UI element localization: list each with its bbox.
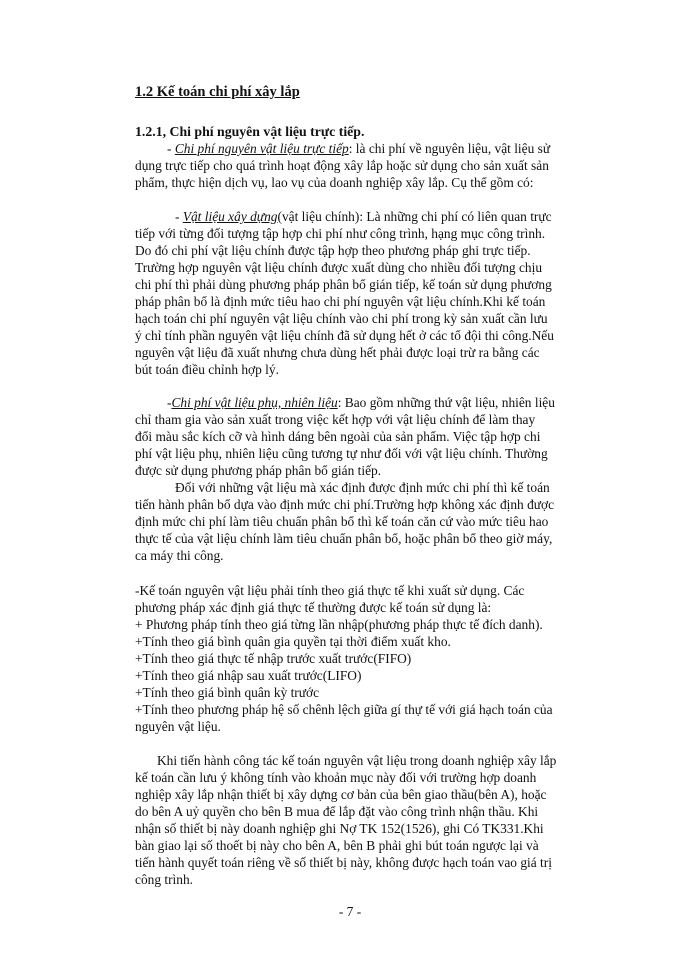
p4-line-4: thực tế của vật liệu chính làm tiêu chuẩn phân bổ, hoặc phân bổ theo giờ máy, (135, 531, 553, 546)
p2-term: Vật liệu xây dựng (182, 209, 278, 224)
p5-line-4: +Tính theo giá bình quân gia quyền tại thời điểm xuất kho. (135, 634, 451, 649)
p5-line-6: +Tính theo giá nhập sau xuất trước(LIFO) (135, 668, 362, 683)
p5-line-9: nguyên vật liệu. (135, 719, 221, 734)
p3-line-1: -Chi phí vật liệu phụ, nhiên liệu: Bao gồm những thứ vật liệu, nhiên liệu (167, 395, 555, 410)
p2-line-1: - Vật liệu xây dựng(vật liệu chính): Là những chi phí có liên quan trực (175, 209, 552, 224)
p2-line-5: chi phí thì phải dùng phương pháp phân bổ gián tiếp, kế toán sử dụng phương (135, 277, 552, 292)
p3-line-2: chỉ tham gia vào sản xuất trong việc kết hợp với vật liệu chính để làm thay (135, 412, 536, 427)
p2-line-6: pháp phân bổ là định mức tiêu hao chi phí nguyên vật liệu chính.Khi kế toán (135, 294, 546, 309)
p5-line-5: +Tính theo giá thực tế nhập trước xuất trước(FIFO) (135, 651, 412, 666)
p2-line-3: Do đó chi phí vật liệu chính được tập hợp theo phương pháp ghi trực tiếp. (135, 243, 531, 258)
p5-line-2: phương pháp xác định giá thực tế thường được kế toán sử dụng là: (135, 600, 492, 615)
p3-line-4: phí vật liệu phụ, nhiên liệu cũng tương tự như đối với vật liệu chính. Thường (135, 446, 548, 461)
p2-line-4: Trường hợp nguyên vật liệu chính được xuất dùng cho nhiều đối tượng chịu (135, 260, 543, 275)
p2-line-2: tiếp với từng đối tượng tập hợp chi phí như công trình, hạng mục công trình. (135, 226, 546, 241)
p5-line-3: + Phương pháp tính theo giá từng lần nhập(phương pháp thực tế đích danh). (135, 617, 543, 632)
p3-line-5: được sử dụng phương pháp phân bổ gián tiếp. (135, 463, 382, 478)
p6-line-3: nghiệp xây lắp nhận thiết bị xây dựng cơ bản của bên giao thầu(bên A), hoặc (135, 787, 547, 802)
p6-line-7: tiến hành quyết toán riêng về số thiết bị này, không được hạch toán vao giá trị (135, 855, 552, 870)
p2-line-8: ý chỉ tính phần nguyên vật liệu chính đã sử dụng hết ở các tổ đội thi công.Nếu (135, 328, 554, 343)
p1-line-1: - Chi phí nguyên vật liệu trực tiếp: là chi phí về nguyên liệu, vật liệu sử (167, 141, 551, 156)
p6-line-2: kế toán cần lưu ý không tính vào khoản mục này đối với trường hợp doanh (135, 770, 537, 785)
p5-line-8: +Tính theo phương pháp hệ số chênh lệch giữa gí thự tế với giá hạch toán của (135, 702, 553, 717)
p6-line-6: bàn giao lại số thoết bị này cho bên A, bên B phải ghi bút toán ngược lại và (135, 838, 539, 853)
p4-line-2: tiến hành phân bổ dựa vào định mức chi phí.Trường hợp không xác định được (135, 497, 555, 512)
p2-line-7: hạch toán chi phí nguyên vật liệu chính vào chi phí trong kỳ sản xuất cần lưu (135, 311, 548, 326)
p6-line-1: Khi tiến hành công tác kế toán nguyên vật liệu trong doanh nghiệp xây lắp (157, 753, 557, 768)
p5-line-7: +Tính theo giá bình quân kỳ trước (135, 685, 320, 700)
p2-line-10: bút toán điều chỉnh hợp lý. (135, 362, 279, 377)
p1-line-3: phẩm, thực hiện dịch vụ, lao vụ của doanh nghiệp xây lắp. Cụ thể gồm có: (135, 175, 534, 190)
p6-line-5: nhận số thiết bị này doanh nghiệp ghi Nợ TK 152(1526), ghi Có TK331.Khi (135, 821, 544, 836)
p3-line-3: đổi màu sắc kích cỡ và hình dáng bên ngoài của sản phẩm. Việc tập hợp chi (135, 429, 541, 444)
p6-line-4: do bên A uỷ quyền cho bên B mua để lắp đặt vào công trình nhận thầu. Khi (135, 804, 539, 819)
p4-line-5: ca máy thi công. (135, 548, 224, 563)
p5-line-1: -Kế toán nguyên vật liệu phải tính theo giá thực tế khi xuất sử dụng. Các (135, 583, 525, 598)
p1-term: Chi phí nguyên vật liệu trực tiếp (174, 141, 349, 156)
p6-line-8: công trình. (135, 872, 194, 887)
subsection-heading: 1.2.1, Chi phí nguyên vật liệu trực tiếp. (135, 124, 365, 139)
p2-line-9: nguyên vật liệu đã xuất nhưng chưa dùng hết phải được loại trừ ra bằng các (135, 345, 540, 360)
p4-line-3: định mức chi phí làm tiêu chuẩn phân bổ thì kế toán căn cứ vào mức tiêu hao (135, 514, 549, 529)
p1-line-2: dụng trực tiếp cho quá trình hoạt động xây lắp hoặc sử dụng cho sản xuất sản (135, 158, 549, 173)
p3-term: Chi phí vật liệu phụ, nhiên liệu (171, 395, 338, 410)
page-number: - 7 - (338, 904, 362, 919)
section-heading: 1.2 Kế toán chi phí xây lắp (135, 84, 300, 100)
p4-line-1: Đối với những vật liệu mà xác định được định mức chi phí thì kế toán (175, 480, 550, 495)
